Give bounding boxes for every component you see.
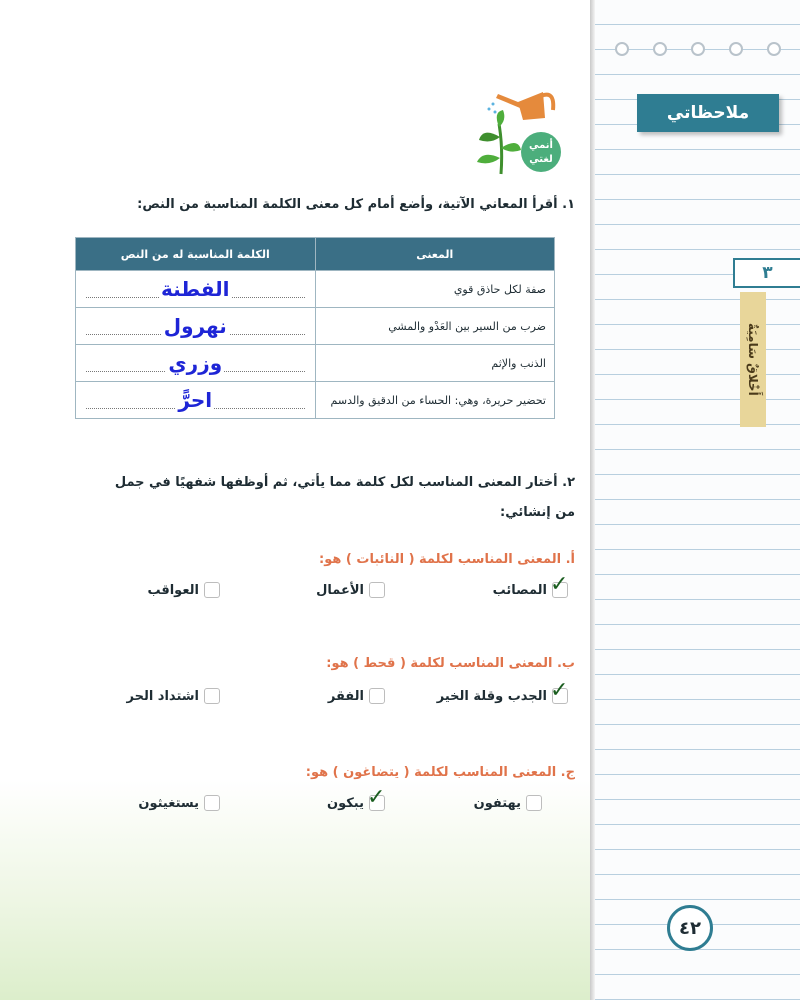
notes-panel bbox=[595, 0, 800, 1000]
vocabulary-table bbox=[75, 237, 555, 419]
option-b-1[interactable] bbox=[436, 678, 569, 704]
meaning-cell: تحضير حريرة، وهي: الحساء من الدقيق والدسم bbox=[315, 382, 555, 419]
option-a-3[interactable] bbox=[147, 582, 220, 598]
table-row bbox=[76, 382, 555, 419]
option-c-3[interactable] bbox=[138, 795, 220, 811]
option-label: يهتفون bbox=[473, 795, 521, 811]
checkbox[interactable] bbox=[204, 582, 220, 598]
unit-number: ٣ bbox=[733, 258, 800, 288]
handwritten-answer: الفطنة bbox=[160, 277, 230, 301]
ring-hole bbox=[653, 42, 667, 56]
table-row bbox=[76, 308, 555, 345]
subquestion-c-label: ج. المعنى المناسب لكلمة ( يتضاغون ) هو: bbox=[305, 765, 575, 780]
option-label: الفقر bbox=[327, 688, 364, 704]
checkbox[interactable] bbox=[369, 582, 385, 598]
handwritten-answer: احرًّ bbox=[178, 388, 213, 412]
checkbox[interactable] bbox=[204, 688, 220, 704]
plant-icon bbox=[477, 110, 521, 174]
checkbox[interactable] bbox=[550, 572, 569, 598]
question-1-title: ١. أقرأ المعاني الآتية، وأضع أمام كل معنى الكلمة المناسبة من النص: bbox=[137, 197, 575, 212]
table-header-row bbox=[76, 238, 555, 271]
table-row bbox=[76, 345, 555, 382]
handwritten-answer: نهرول bbox=[163, 314, 227, 338]
ring-hole bbox=[767, 42, 781, 56]
checkbox[interactable] bbox=[369, 688, 385, 704]
meaning-cell: ضرب من السير بين العَدْو والمشي bbox=[315, 308, 555, 345]
option-label: الأعمال bbox=[316, 582, 364, 598]
check-mark-icon: ✓ bbox=[367, 785, 386, 810]
option-label: يستغيثون bbox=[138, 795, 199, 811]
answer-cell[interactable] bbox=[76, 308, 316, 345]
option-b-2[interactable] bbox=[328, 688, 385, 704]
subquestion-a-label: أ. المعنى المناسب لكلمة ( النائبات ) هو: bbox=[319, 552, 575, 567]
notes-tab[interactable]: ملاحظاتي bbox=[637, 94, 779, 132]
logo-text-line2: لغتي bbox=[529, 154, 553, 165]
subquestion-b-label: ب. المعنى المناسب لكلمة ( قحط ) هو: bbox=[326, 656, 575, 671]
checkbox[interactable] bbox=[367, 785, 386, 811]
check-mark-icon: ✓ bbox=[550, 678, 569, 703]
option-label: اشتداد الحر bbox=[126, 688, 199, 704]
option-c-2[interactable] bbox=[327, 785, 386, 811]
logo-badge bbox=[521, 132, 561, 172]
option-label: الجدب وقلة الخير bbox=[436, 688, 547, 704]
checkbox[interactable] bbox=[204, 795, 220, 811]
meaning-column-header: المعنى bbox=[315, 238, 555, 271]
option-b-3[interactable] bbox=[126, 688, 220, 704]
option-label: المصائب bbox=[492, 582, 547, 598]
checkbox[interactable] bbox=[550, 678, 569, 704]
logo-text-line1: أنمي bbox=[528, 140, 554, 151]
meaning-cell: الذنب والإثم bbox=[315, 345, 555, 382]
ring-hole bbox=[691, 42, 705, 56]
watering-can-plant-logo bbox=[463, 82, 573, 182]
option-label: العواقب bbox=[147, 582, 199, 598]
answer-cell[interactable] bbox=[76, 382, 316, 419]
check-mark-icon: ✓ bbox=[550, 572, 569, 597]
option-a-2[interactable] bbox=[316, 582, 385, 598]
ring-hole bbox=[615, 42, 629, 56]
option-label: يبكون bbox=[327, 795, 364, 811]
unit-title-tab bbox=[740, 292, 766, 427]
page-number: ٤٢ bbox=[667, 905, 713, 951]
option-c-1[interactable] bbox=[474, 795, 542, 811]
answer-cell[interactable] bbox=[76, 271, 316, 308]
option-a-1[interactable] bbox=[492, 572, 569, 598]
handwritten-answer: وزري bbox=[168, 351, 223, 375]
table-row bbox=[76, 271, 555, 308]
unit-title: أَخْلاقٌ سَامِيَةٌ bbox=[746, 323, 760, 396]
checkbox[interactable] bbox=[526, 795, 542, 811]
word-column-header: الكلمة المناسبة له من النص bbox=[76, 238, 316, 271]
meaning-cell: صفة لكل حاذق قوي bbox=[315, 271, 555, 308]
ring-hole bbox=[729, 42, 743, 56]
question-2-title: ٢. أختار المعنى المناسب لكل كلمة مما يأتي، ثم أوظفها شفهيًا في جمل من إنشائي: bbox=[114, 475, 575, 520]
answer-cell[interactable] bbox=[76, 345, 316, 382]
